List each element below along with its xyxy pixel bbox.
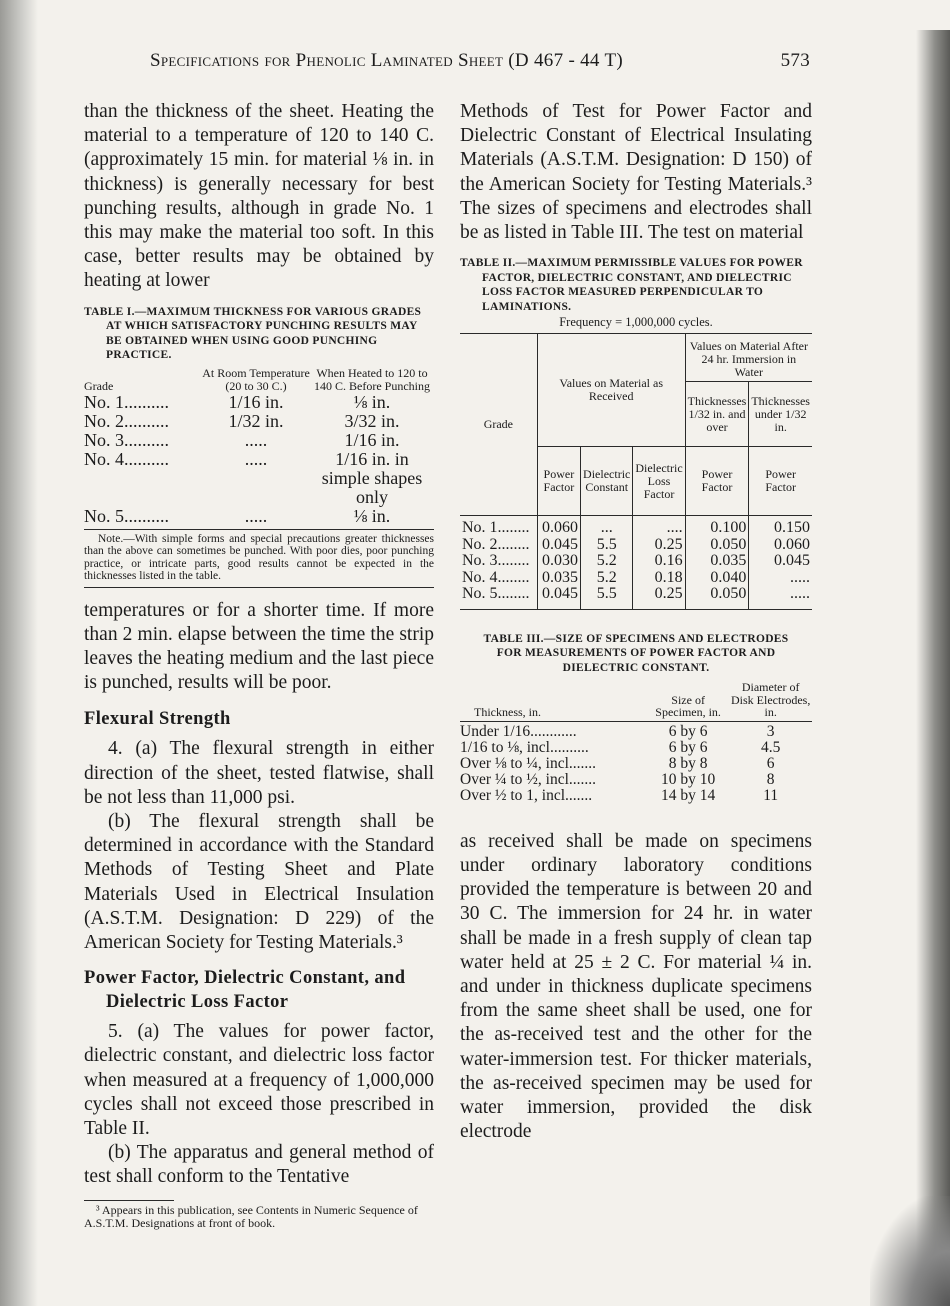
table-row (460, 724, 812, 740)
table-1-cell: ⅛ in. (353, 505, 391, 526)
table-3-cell: 11 (763, 786, 779, 804)
table-3-cell: Over ⅛ to ¼, incl....... (460, 754, 597, 772)
table-2-cell: 5.2 (581, 553, 633, 570)
left-paragraph-6: (b) The apparatus and general method of test shall conform to the Tentative (84, 1142, 434, 1188)
table-3-cell: 8 by 8 (668, 754, 708, 772)
table-2-header-power-factor-under: Power Factor (749, 447, 812, 516)
table-row (84, 412, 434, 431)
left-paragraph-3: 4. (a) The flexural strength in either direction of the sheet, tested flatwise, shall be not less than 11,000 psi. (84, 738, 434, 808)
table-2-caption: TABLE II.—MAXIMUM PERMISSIBLE VALUES FOR POWER FACTOR, DIELECTRIC CONSTANT, AND DIELECTRIC LOSS FACTOR MEASURED PERPENDICULAR TO LAMINATIONS. (460, 257, 803, 313)
table-2-cell: No. 4........ (460, 570, 537, 587)
table-1-header-heated: When Heated to 120 to 140 C. Before Punching (314, 365, 430, 393)
table-1-cell: No. 1.......... (84, 391, 169, 412)
table-2-cell: ..... (749, 586, 812, 609)
heading-flexural-strength: Flexural Strength (84, 709, 231, 730)
table-3-rule (460, 721, 812, 722)
table-2-cell: 0.050 (685, 537, 749, 554)
left-paragraph-1: than the thickness of the sheet. Heating the material to a temperature of 120 to 140 C. (approximately 15 min. for material ⅛ in. in thickness) is generally necessary for best punching results, although in grade No. 1 this may make the material too soft. In this case, better results may be obtained by heating at lower (84, 101, 434, 292)
table-1-cell: No. 4.......... (84, 448, 169, 469)
table-3-cell: Under 1/16............ (460, 722, 577, 740)
table-1-cell: 1/32 in. (228, 410, 284, 431)
table-1-cell: ⅛ in. (353, 391, 391, 412)
left-paragraph-2: temperatures or for a shorter time. If more than 2 min. elapse between the time the strip leaves the heating medium and the last piece is punched, results will be poor. (84, 599, 434, 694)
table-1-header-room: At Room Temperature (20 to 30 C.) (202, 365, 310, 393)
right-paragraph-2: as received shall be made on specimens under ordinary laboratory conditions provided the temperature is between 20 and 30 C. The immersion for 24 hr. in water shall be made in a fresh supply of clean tap water held at 25 ± 2 C. For material ¼ in. and under in thickness duplicate specimens from the same sheet shall be used, one for the as-received test and the other for the water-immersion test. For thicker materials, the as-received specimen may be used for water immersion, provided the disk electrode (460, 830, 812, 1143)
table-3 (460, 681, 812, 804)
table-3-cell: 10 by 10 (660, 770, 716, 788)
table-row (84, 431, 434, 450)
footnote: ³ Appears in this publication, see Contents in Numeric Sequence of A.S.T.M. Designations at front of book. (84, 1202, 418, 1230)
table-2-header-power-factor: Power Factor (537, 447, 580, 516)
table-2-cell: 0.040 (685, 570, 749, 587)
table-2-cell: No. 5........ (460, 586, 537, 609)
table-2-cell: 0.060 (749, 537, 812, 554)
table-2-cell: No. 2........ (460, 537, 537, 554)
table-2-header-grade: Grade (460, 334, 537, 516)
table-2 (460, 333, 812, 610)
table-3-cell: Over ¼ to ½, incl....... (460, 770, 597, 788)
table-3-cell: 6 by 6 (668, 722, 708, 740)
table-row (84, 393, 434, 412)
table-1-cell: 3/32 in. (344, 410, 400, 431)
table-3-header-thickness: Thickness, in. (474, 705, 541, 720)
table-1-cell: 1/16 in. (344, 429, 400, 450)
footnote-rule (84, 1200, 174, 1201)
table-3-header-size: Size of Specimen, in. (655, 692, 721, 720)
right-column (460, 100, 812, 1144)
table-2-cell: 0.030 (537, 553, 580, 570)
table-1-cell: 1/16 in. (228, 391, 284, 412)
table-1-cell: No. 3.......... (84, 429, 169, 450)
table-row (460, 586, 812, 609)
left-paragraph-5: 5. (a) The values for power factor, dielectric constant, and dielectric loss factor when measured at a frequency of 1,000,000 cycles shall not exceed those prescribed in Table II. (84, 1021, 434, 1140)
table-2-cell: 5.5 (581, 586, 633, 609)
table-3-cell: 14 by 14 (660, 786, 716, 804)
table-2-cell: 0.060 (537, 516, 580, 537)
table-3-caption: TABLE III.—SIZE OF SPECIMENS AND ELECTRODES FOR MEASUREMENTS OF POWER FACTOR AND DIELECTRIC CONSTANT. (483, 632, 789, 674)
table-1-cell: 1/16 in. in simple shapes only (321, 448, 423, 507)
table-2-cell: 0.100 (685, 516, 749, 537)
table-row (460, 740, 812, 756)
table-2-header-dielectric-constant: Dielectric Constant (581, 447, 633, 516)
table-2-header-thick-under: Thicknesses under 1/32 in. (749, 382, 812, 447)
table-1-cell: ..... (244, 505, 268, 526)
table-2-frequency: Frequency = 1,000,000 cycles. (559, 315, 713, 330)
table-3-header-row (460, 681, 812, 719)
table-2-header-row-1 (460, 334, 812, 382)
running-title: Specifications for Phenolic Laminated Sheet (D 467 - 44 T) (150, 50, 623, 71)
table-row (460, 537, 812, 554)
table-row (460, 756, 812, 772)
table-2-cell: 0.25 (633, 586, 685, 609)
heading-power-factor: Power Factor, Dielectric Constant, and Dielectric Loss Factor (84, 968, 406, 1013)
table-2-cell: No. 3........ (460, 553, 537, 570)
table-1-caption: TABLE I.—MAXIMUM THICKNESS FOR VARIOUS GRADES AT WHICH SATISFACTORY PUNCHING RESULTS MAY BE OBTAINED WHEN USING GOOD PUNCHING PRACTICE. (84, 305, 422, 362)
table-1-note: Note.—With simple forms and special precautions greater thicknesses than the above can sometimes be punched. With poor dies, poor punching practice, or intricate parts, good results cannot be expected in the thicknesses listed in the table. (84, 532, 434, 583)
table-2-cell: 0.045 (537, 586, 580, 609)
page-edge-shadow (916, 30, 950, 1306)
table-1-header-row (84, 363, 434, 393)
table-3-cell: 6 by 6 (668, 738, 708, 756)
table-1 (84, 363, 434, 526)
table-2-cell: 0.045 (749, 553, 812, 570)
table-3-cell: 1/16 to ⅛, incl.......... (460, 738, 589, 756)
running-header (150, 50, 810, 80)
table-2-cell: 5.5 (581, 537, 633, 554)
table-2-cell: 0.25 (633, 537, 685, 554)
table-row (460, 516, 812, 537)
table-1-cell: ..... (244, 429, 268, 450)
table-2-cell: .... (633, 516, 685, 537)
table-3-cell: 6 (766, 754, 775, 772)
left-column (84, 100, 434, 1230)
table-2-cell: 0.150 (749, 516, 812, 537)
table-row (460, 788, 812, 804)
table-1-cell: No. 5.......... (84, 505, 169, 526)
table-2-cell: ..... (749, 570, 812, 587)
table-2-cell: 0.16 (633, 553, 685, 570)
page-number: 573 (780, 50, 810, 71)
table-3-cell: Over ½ to 1, incl....... (460, 786, 593, 804)
table-1-header-grade: Grade (84, 378, 114, 393)
book-binding-shadow (0, 0, 38, 1306)
table-row (460, 553, 812, 570)
table-2-header-thick-over: Thicknesses 1/32 in. and over (685, 382, 749, 447)
table-row (84, 507, 434, 526)
table-row (84, 450, 434, 507)
table-2-cell: 5.2 (581, 570, 633, 587)
table-3-header-diameter: Diameter of Disk Electrodes, in. (731, 680, 811, 720)
table-2-header-after-immersion: Values on Material After 24 hr. Immersion in Water (685, 334, 812, 382)
left-paragraph-4: (b) The flexural strength shall be determined in accordance with the Standard Methods of Testing Sheet and Plate Materials Used in Electrical Insulation (A.S.T.M. Designation: D 229) of the American Society for Testing Materials.³ (84, 811, 434, 954)
table-3-cell: 8 (766, 770, 775, 788)
table-row (460, 570, 812, 587)
table-2-header-power-factor-over: Power Factor (685, 447, 749, 516)
table-2-cell: 0.035 (685, 553, 749, 570)
table-2-header-dielectric-loss: Dielectric Loss Factor (633, 447, 685, 516)
table-1-rule (84, 529, 434, 530)
table-2-header-as-received: Values on Material as Received (537, 334, 685, 447)
table-3-cell: 4.5 (760, 738, 781, 756)
table-2-cell: 0.18 (633, 570, 685, 587)
table-2-cell: No. 1........ (460, 516, 537, 537)
table-1-cell: ..... (244, 448, 268, 469)
table-2-cell: ... (581, 516, 633, 537)
table-2-cell: 0.050 (685, 586, 749, 609)
right-paragraph-1: Methods of Test for Power Factor and Dielectric Constant of Electrical Insulating Materials (A.S.T.M. Designation: D 150) of the American Society for Testing Materials.³ The sizes of specimens and electrodes shall be as listed in Table III. The test on material (460, 101, 812, 244)
page-corner-curl (870, 1196, 950, 1306)
table-row (460, 772, 812, 788)
table-2-cell: 0.045 (537, 537, 580, 554)
table-3-cell: 3 (766, 722, 775, 740)
table-2-cell: 0.035 (537, 570, 580, 587)
table-1-cell: No. 2.......... (84, 410, 169, 431)
